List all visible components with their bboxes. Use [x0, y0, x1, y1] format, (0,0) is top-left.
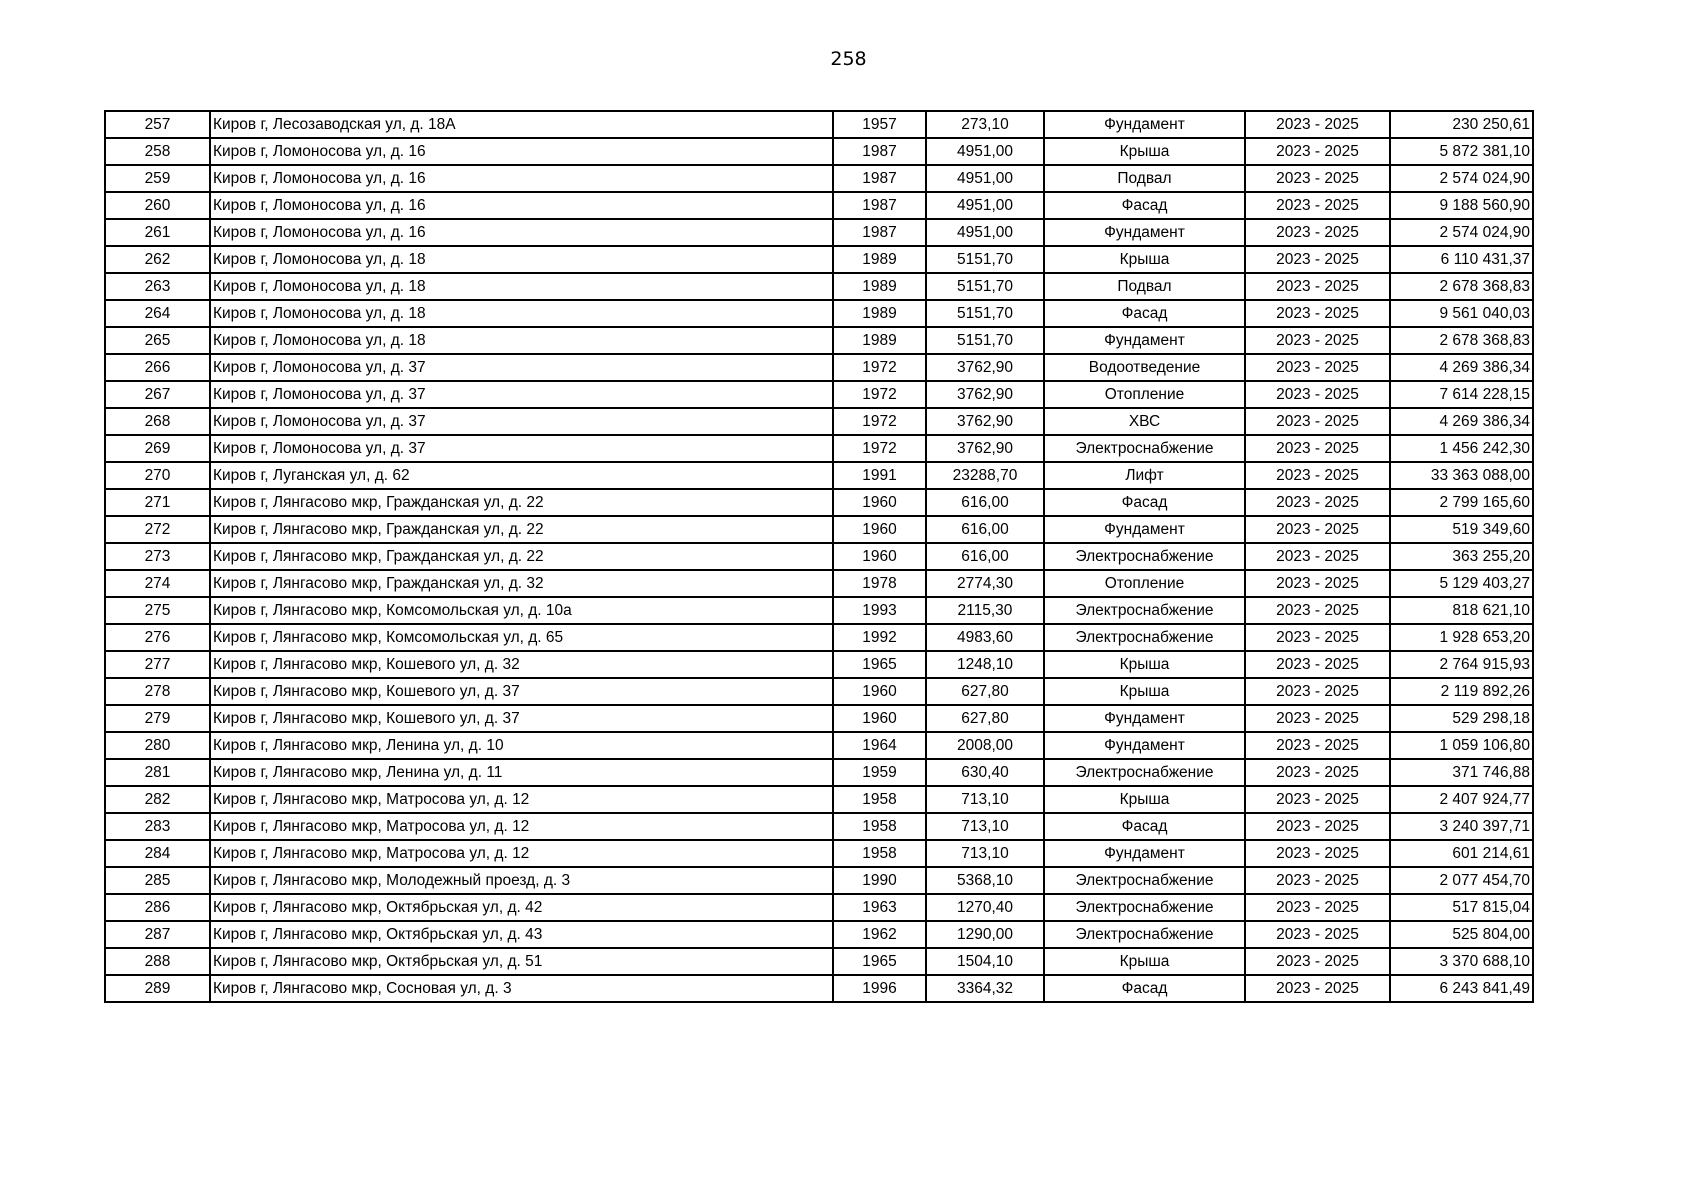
- address-cell: Киров г, Ломоносова ул, д. 37: [210, 408, 833, 435]
- row-number-cell: 257: [105, 111, 210, 138]
- table-row: [105, 327, 1533, 354]
- year-built-cell: 1965: [833, 651, 926, 678]
- work-type-cell: Крыша: [1044, 138, 1245, 165]
- address-cell: Киров г, Ломоносова ул, д. 37: [210, 354, 833, 381]
- period-cell: 2023 - 2025: [1245, 462, 1390, 489]
- table-row: [105, 138, 1533, 165]
- cost-cell: 529 298,18: [1390, 705, 1533, 732]
- year-built-cell: 1978: [833, 570, 926, 597]
- table-row: [105, 408, 1533, 435]
- row-number-cell: 269: [105, 435, 210, 462]
- row-number-cell: 274: [105, 570, 210, 597]
- work-type-cell: Электроснабжение: [1044, 894, 1245, 921]
- address-cell: Киров г, Луганская ул, д. 62: [210, 462, 833, 489]
- period-cell: 2023 - 2025: [1245, 327, 1390, 354]
- table-row: [105, 300, 1533, 327]
- period-cell: 2023 - 2025: [1245, 813, 1390, 840]
- address-cell: Киров г, Лянгасово мкр, Гражданская ул, д. 22: [210, 543, 833, 570]
- row-number-cell: 270: [105, 462, 210, 489]
- cost-cell: 2 574 024,90: [1390, 165, 1533, 192]
- year-built-cell: 1962: [833, 921, 926, 948]
- table-row: [105, 597, 1533, 624]
- year-built-cell: 1996: [833, 975, 926, 1002]
- period-cell: 2023 - 2025: [1245, 219, 1390, 246]
- address-cell: Киров г, Лянгасово мкр, Гражданская ул, д. 22: [210, 489, 833, 516]
- period-cell: 2023 - 2025: [1245, 597, 1390, 624]
- work-type-cell: Лифт: [1044, 462, 1245, 489]
- work-type-cell: Фасад: [1044, 192, 1245, 219]
- cost-cell: 4 269 386,34: [1390, 354, 1533, 381]
- address-cell: Киров г, Лянгасово мкр, Кошевого ул, д. 32: [210, 651, 833, 678]
- period-cell: 2023 - 2025: [1245, 543, 1390, 570]
- table-row: [105, 624, 1533, 651]
- work-type-cell: Отопление: [1044, 570, 1245, 597]
- year-built-cell: 1958: [833, 813, 926, 840]
- period-cell: 2023 - 2025: [1245, 921, 1390, 948]
- row-number-cell: 288: [105, 948, 210, 975]
- cost-cell: 2 678 368,83: [1390, 273, 1533, 300]
- work-type-cell: Фундамент: [1044, 840, 1245, 867]
- address-cell: Киров г, Ломоносова ул, д. 37: [210, 435, 833, 462]
- area-cell: 4951,00: [926, 219, 1044, 246]
- table-row: [105, 705, 1533, 732]
- row-number-cell: 280: [105, 732, 210, 759]
- address-cell: Киров г, Ломоносова ул, д. 16: [210, 219, 833, 246]
- table-row: [105, 975, 1533, 1002]
- address-cell: Киров г, Лянгасово мкр, Комсомольская ул, д. 65: [210, 624, 833, 651]
- table-row: [105, 489, 1533, 516]
- row-number-cell: 275: [105, 597, 210, 624]
- period-cell: 2023 - 2025: [1245, 840, 1390, 867]
- year-built-cell: 1989: [833, 300, 926, 327]
- row-number-cell: 268: [105, 408, 210, 435]
- table-row: [105, 921, 1533, 948]
- row-number-cell: 258: [105, 138, 210, 165]
- year-built-cell: 1959: [833, 759, 926, 786]
- year-built-cell: 1990: [833, 867, 926, 894]
- address-cell: Киров г, Лянгасово мкр, Гражданская ул, д. 22: [210, 516, 833, 543]
- address-cell: Киров г, Ломоносова ул, д. 37: [210, 381, 833, 408]
- year-built-cell: 1958: [833, 786, 926, 813]
- address-cell: Киров г, Лянгасово мкр, Молодежный проезд, д. 3: [210, 867, 833, 894]
- work-type-cell: Водоотведение: [1044, 354, 1245, 381]
- cost-cell: 363 255,20: [1390, 543, 1533, 570]
- work-type-cell: Фундамент: [1044, 516, 1245, 543]
- area-cell: 5151,70: [926, 300, 1044, 327]
- table-row: [105, 381, 1533, 408]
- period-cell: 2023 - 2025: [1245, 408, 1390, 435]
- table-body: [105, 111, 1533, 1002]
- address-cell: Киров г, Лянгасово мкр, Сосновая ул, д. 3: [210, 975, 833, 1002]
- area-cell: 5151,70: [926, 246, 1044, 273]
- area-cell: 3762,90: [926, 354, 1044, 381]
- cost-cell: 2 799 165,60: [1390, 489, 1533, 516]
- area-cell: 5368,10: [926, 867, 1044, 894]
- period-cell: 2023 - 2025: [1245, 273, 1390, 300]
- address-cell: Киров г, Лянгасово мкр, Кошевого ул, д. 37: [210, 705, 833, 732]
- area-cell: 627,80: [926, 705, 1044, 732]
- year-built-cell: 1972: [833, 435, 926, 462]
- cost-cell: 33 363 088,00: [1390, 462, 1533, 489]
- table-row: [105, 759, 1533, 786]
- area-cell: 1248,10: [926, 651, 1044, 678]
- work-type-cell: Крыша: [1044, 786, 1245, 813]
- area-cell: 616,00: [926, 489, 1044, 516]
- cost-cell: 519 349,60: [1390, 516, 1533, 543]
- year-built-cell: 1960: [833, 516, 926, 543]
- cost-cell: 1 456 242,30: [1390, 435, 1533, 462]
- work-type-cell: Электроснабжение: [1044, 543, 1245, 570]
- address-cell: Киров г, Ломоносова ул, д. 18: [210, 273, 833, 300]
- area-cell: 630,40: [926, 759, 1044, 786]
- year-built-cell: 1992: [833, 624, 926, 651]
- period-cell: 2023 - 2025: [1245, 300, 1390, 327]
- row-number-cell: 286: [105, 894, 210, 921]
- year-built-cell: 1965: [833, 948, 926, 975]
- area-cell: 3762,90: [926, 408, 1044, 435]
- work-type-cell: Фасад: [1044, 300, 1245, 327]
- period-cell: 2023 - 2025: [1245, 975, 1390, 1002]
- row-number-cell: 266: [105, 354, 210, 381]
- area-cell: 1504,10: [926, 948, 1044, 975]
- period-cell: 2023 - 2025: [1245, 381, 1390, 408]
- table-row: [105, 354, 1533, 381]
- period-cell: 2023 - 2025: [1245, 732, 1390, 759]
- row-number-cell: 278: [105, 678, 210, 705]
- work-type-cell: Электроснабжение: [1044, 867, 1245, 894]
- period-cell: 2023 - 2025: [1245, 111, 1390, 138]
- cost-cell: 818 621,10: [1390, 597, 1533, 624]
- area-cell: 2008,00: [926, 732, 1044, 759]
- work-type-cell: Фундамент: [1044, 327, 1245, 354]
- area-cell: 627,80: [926, 678, 1044, 705]
- cost-cell: 2 407 924,77: [1390, 786, 1533, 813]
- period-cell: 2023 - 2025: [1245, 516, 1390, 543]
- cost-cell: 525 804,00: [1390, 921, 1533, 948]
- period-cell: 2023 - 2025: [1245, 489, 1390, 516]
- address-cell: Киров г, Ломоносова ул, д. 16: [210, 165, 833, 192]
- table-row: [105, 813, 1533, 840]
- cost-cell: 371 746,88: [1390, 759, 1533, 786]
- work-type-cell: ХВС: [1044, 408, 1245, 435]
- year-built-cell: 1972: [833, 381, 926, 408]
- row-number-cell: 285: [105, 867, 210, 894]
- repair-schedule-table: [104, 110, 1534, 1003]
- table-row: [105, 894, 1533, 921]
- table-row: [105, 786, 1533, 813]
- cost-cell: 6 243 841,49: [1390, 975, 1533, 1002]
- period-cell: 2023 - 2025: [1245, 354, 1390, 381]
- work-type-cell: Фундамент: [1044, 219, 1245, 246]
- table-row: [105, 516, 1533, 543]
- work-type-cell: Фундамент: [1044, 705, 1245, 732]
- area-cell: 4983,60: [926, 624, 1044, 651]
- year-built-cell: 1987: [833, 192, 926, 219]
- area-cell: 1290,00: [926, 921, 1044, 948]
- cost-cell: 2 119 892,26: [1390, 678, 1533, 705]
- row-number-cell: 265: [105, 327, 210, 354]
- cost-cell: 9 561 040,03: [1390, 300, 1533, 327]
- address-cell: Киров г, Лянгасово мкр, Гражданская ул, д. 32: [210, 570, 833, 597]
- year-built-cell: 1972: [833, 354, 926, 381]
- year-built-cell: 1964: [833, 732, 926, 759]
- cost-cell: 1 928 653,20: [1390, 624, 1533, 651]
- work-type-cell: Подвал: [1044, 273, 1245, 300]
- row-number-cell: 259: [105, 165, 210, 192]
- cost-cell: 7 614 228,15: [1390, 381, 1533, 408]
- row-number-cell: 281: [105, 759, 210, 786]
- area-cell: 2774,30: [926, 570, 1044, 597]
- address-cell: Киров г, Ломоносова ул, д. 18: [210, 300, 833, 327]
- row-number-cell: 261: [105, 219, 210, 246]
- area-cell: 3762,90: [926, 381, 1044, 408]
- year-built-cell: 1989: [833, 246, 926, 273]
- period-cell: 2023 - 2025: [1245, 246, 1390, 273]
- address-cell: Киров г, Ломоносова ул, д. 16: [210, 138, 833, 165]
- cost-cell: 2 077 454,70: [1390, 867, 1533, 894]
- address-cell: Киров г, Лянгасово мкр, Комсомольская ул, д. 10а: [210, 597, 833, 624]
- area-cell: 23288,70: [926, 462, 1044, 489]
- cost-cell: 2 678 368,83: [1390, 327, 1533, 354]
- year-built-cell: 1987: [833, 138, 926, 165]
- period-cell: 2023 - 2025: [1245, 570, 1390, 597]
- table-row: [105, 543, 1533, 570]
- row-number-cell: 287: [105, 921, 210, 948]
- row-number-cell: 271: [105, 489, 210, 516]
- table-row: [105, 273, 1533, 300]
- year-built-cell: 1993: [833, 597, 926, 624]
- cost-cell: 601 214,61: [1390, 840, 1533, 867]
- address-cell: Киров г, Ломоносова ул, д. 18: [210, 246, 833, 273]
- work-type-cell: Электроснабжение: [1044, 759, 1245, 786]
- cost-cell: 2 764 915,93: [1390, 651, 1533, 678]
- row-number-cell: 276: [105, 624, 210, 651]
- table-row: [105, 840, 1533, 867]
- work-type-cell: Фасад: [1044, 489, 1245, 516]
- table-row: [105, 678, 1533, 705]
- cost-cell: 9 188 560,90: [1390, 192, 1533, 219]
- year-built-cell: 1963: [833, 894, 926, 921]
- address-cell: Киров г, Лянгасово мкр, Матросова ул, д. 12: [210, 786, 833, 813]
- year-built-cell: 1960: [833, 543, 926, 570]
- area-cell: 713,10: [926, 840, 1044, 867]
- address-cell: Киров г, Лесозаводская ул, д. 18А: [210, 111, 833, 138]
- year-built-cell: 1960: [833, 705, 926, 732]
- work-type-cell: Электроснабжение: [1044, 921, 1245, 948]
- area-cell: 616,00: [926, 516, 1044, 543]
- period-cell: 2023 - 2025: [1245, 435, 1390, 462]
- address-cell: Киров г, Лянгасово мкр, Октябрьская ул, д. 43: [210, 921, 833, 948]
- row-number-cell: 273: [105, 543, 210, 570]
- area-cell: 4951,00: [926, 192, 1044, 219]
- cost-cell: 1 059 106,80: [1390, 732, 1533, 759]
- table-row: [105, 192, 1533, 219]
- row-number-cell: 262: [105, 246, 210, 273]
- cost-cell: 230 250,61: [1390, 111, 1533, 138]
- address-cell: Киров г, Лянгасово мкр, Матросова ул, д. 12: [210, 840, 833, 867]
- period-cell: 2023 - 2025: [1245, 948, 1390, 975]
- address-cell: Киров г, Лянгасово мкр, Кошевого ул, д. 37: [210, 678, 833, 705]
- cost-cell: 517 815,04: [1390, 894, 1533, 921]
- area-cell: 616,00: [926, 543, 1044, 570]
- row-number-cell: 267: [105, 381, 210, 408]
- cost-cell: 2 574 024,90: [1390, 219, 1533, 246]
- table-row: [105, 219, 1533, 246]
- table-row: [105, 462, 1533, 489]
- year-built-cell: 1989: [833, 273, 926, 300]
- area-cell: 273,10: [926, 111, 1044, 138]
- row-number-cell: 277: [105, 651, 210, 678]
- work-type-cell: Крыша: [1044, 678, 1245, 705]
- work-type-cell: Фасад: [1044, 813, 1245, 840]
- work-type-cell: Крыша: [1044, 651, 1245, 678]
- year-built-cell: 1958: [833, 840, 926, 867]
- address-cell: Киров г, Лянгасово мкр, Октябрьская ул, д. 51: [210, 948, 833, 975]
- work-type-cell: Электроснабжение: [1044, 624, 1245, 651]
- row-number-cell: 284: [105, 840, 210, 867]
- table-row: [105, 867, 1533, 894]
- area-cell: 3762,90: [926, 435, 1044, 462]
- row-number-cell: 282: [105, 786, 210, 813]
- address-cell: Киров г, Лянгасово мкр, Октябрьская ул, д. 42: [210, 894, 833, 921]
- table-row: [105, 435, 1533, 462]
- work-type-cell: Фасад: [1044, 975, 1245, 1002]
- period-cell: 2023 - 2025: [1245, 165, 1390, 192]
- year-built-cell: 1972: [833, 408, 926, 435]
- work-type-cell: Фундамент: [1044, 111, 1245, 138]
- table-row: [105, 570, 1533, 597]
- area-cell: 713,10: [926, 813, 1044, 840]
- period-cell: 2023 - 2025: [1245, 867, 1390, 894]
- period-cell: 2023 - 2025: [1245, 786, 1390, 813]
- cost-cell: 3 370 688,10: [1390, 948, 1533, 975]
- work-type-cell: Подвал: [1044, 165, 1245, 192]
- address-cell: Киров г, Лянгасово мкр, Ленина ул, д. 10: [210, 732, 833, 759]
- period-cell: 2023 - 2025: [1245, 138, 1390, 165]
- table-row: [105, 651, 1533, 678]
- year-built-cell: 1957: [833, 111, 926, 138]
- area-cell: 5151,70: [926, 327, 1044, 354]
- work-type-cell: Электроснабжение: [1044, 597, 1245, 624]
- address-cell: Киров г, Ломоносова ул, д. 16: [210, 192, 833, 219]
- row-number-cell: 279: [105, 705, 210, 732]
- period-cell: 2023 - 2025: [1245, 651, 1390, 678]
- address-cell: Киров г, Ломоносова ул, д. 18: [210, 327, 833, 354]
- address-cell: Киров г, Лянгасово мкр, Ленина ул, д. 11: [210, 759, 833, 786]
- table-row: [105, 246, 1533, 273]
- table-row: [105, 732, 1533, 759]
- row-number-cell: 272: [105, 516, 210, 543]
- year-built-cell: 1960: [833, 489, 926, 516]
- period-cell: 2023 - 2025: [1245, 678, 1390, 705]
- work-type-cell: Электроснабжение: [1044, 435, 1245, 462]
- year-built-cell: 1989: [833, 327, 926, 354]
- area-cell: 1270,40: [926, 894, 1044, 921]
- row-number-cell: 263: [105, 273, 210, 300]
- area-cell: 4951,00: [926, 138, 1044, 165]
- period-cell: 2023 - 2025: [1245, 624, 1390, 651]
- area-cell: 5151,70: [926, 273, 1044, 300]
- row-number-cell: 264: [105, 300, 210, 327]
- cost-cell: 6 110 431,37: [1390, 246, 1533, 273]
- period-cell: 2023 - 2025: [1245, 705, 1390, 732]
- year-built-cell: 1987: [833, 165, 926, 192]
- address-cell: Киров г, Лянгасово мкр, Матросова ул, д. 12: [210, 813, 833, 840]
- year-built-cell: 1991: [833, 462, 926, 489]
- row-number-cell: 283: [105, 813, 210, 840]
- work-type-cell: Фундамент: [1044, 732, 1245, 759]
- cost-cell: 5 872 381,10: [1390, 138, 1533, 165]
- area-cell: 713,10: [926, 786, 1044, 813]
- area-cell: 2115,30: [926, 597, 1044, 624]
- work-type-cell: Крыша: [1044, 246, 1245, 273]
- table-row: [105, 111, 1533, 138]
- cost-cell: 3 240 397,71: [1390, 813, 1533, 840]
- year-built-cell: 1987: [833, 219, 926, 246]
- cost-cell: 5 129 403,27: [1390, 570, 1533, 597]
- area-cell: 3364,32: [926, 975, 1044, 1002]
- area-cell: 4951,00: [926, 165, 1044, 192]
- year-built-cell: 1960: [833, 678, 926, 705]
- row-number-cell: 260: [105, 192, 210, 219]
- table-row: [105, 165, 1533, 192]
- period-cell: 2023 - 2025: [1245, 894, 1390, 921]
- work-type-cell: Отопление: [1044, 381, 1245, 408]
- row-number-cell: 289: [105, 975, 210, 1002]
- period-cell: 2023 - 2025: [1245, 759, 1390, 786]
- page-number: 258: [830, 48, 867, 70]
- work-type-cell: Крыша: [1044, 948, 1245, 975]
- cost-cell: 4 269 386,34: [1390, 408, 1533, 435]
- period-cell: 2023 - 2025: [1245, 192, 1390, 219]
- table-row: [105, 948, 1533, 975]
